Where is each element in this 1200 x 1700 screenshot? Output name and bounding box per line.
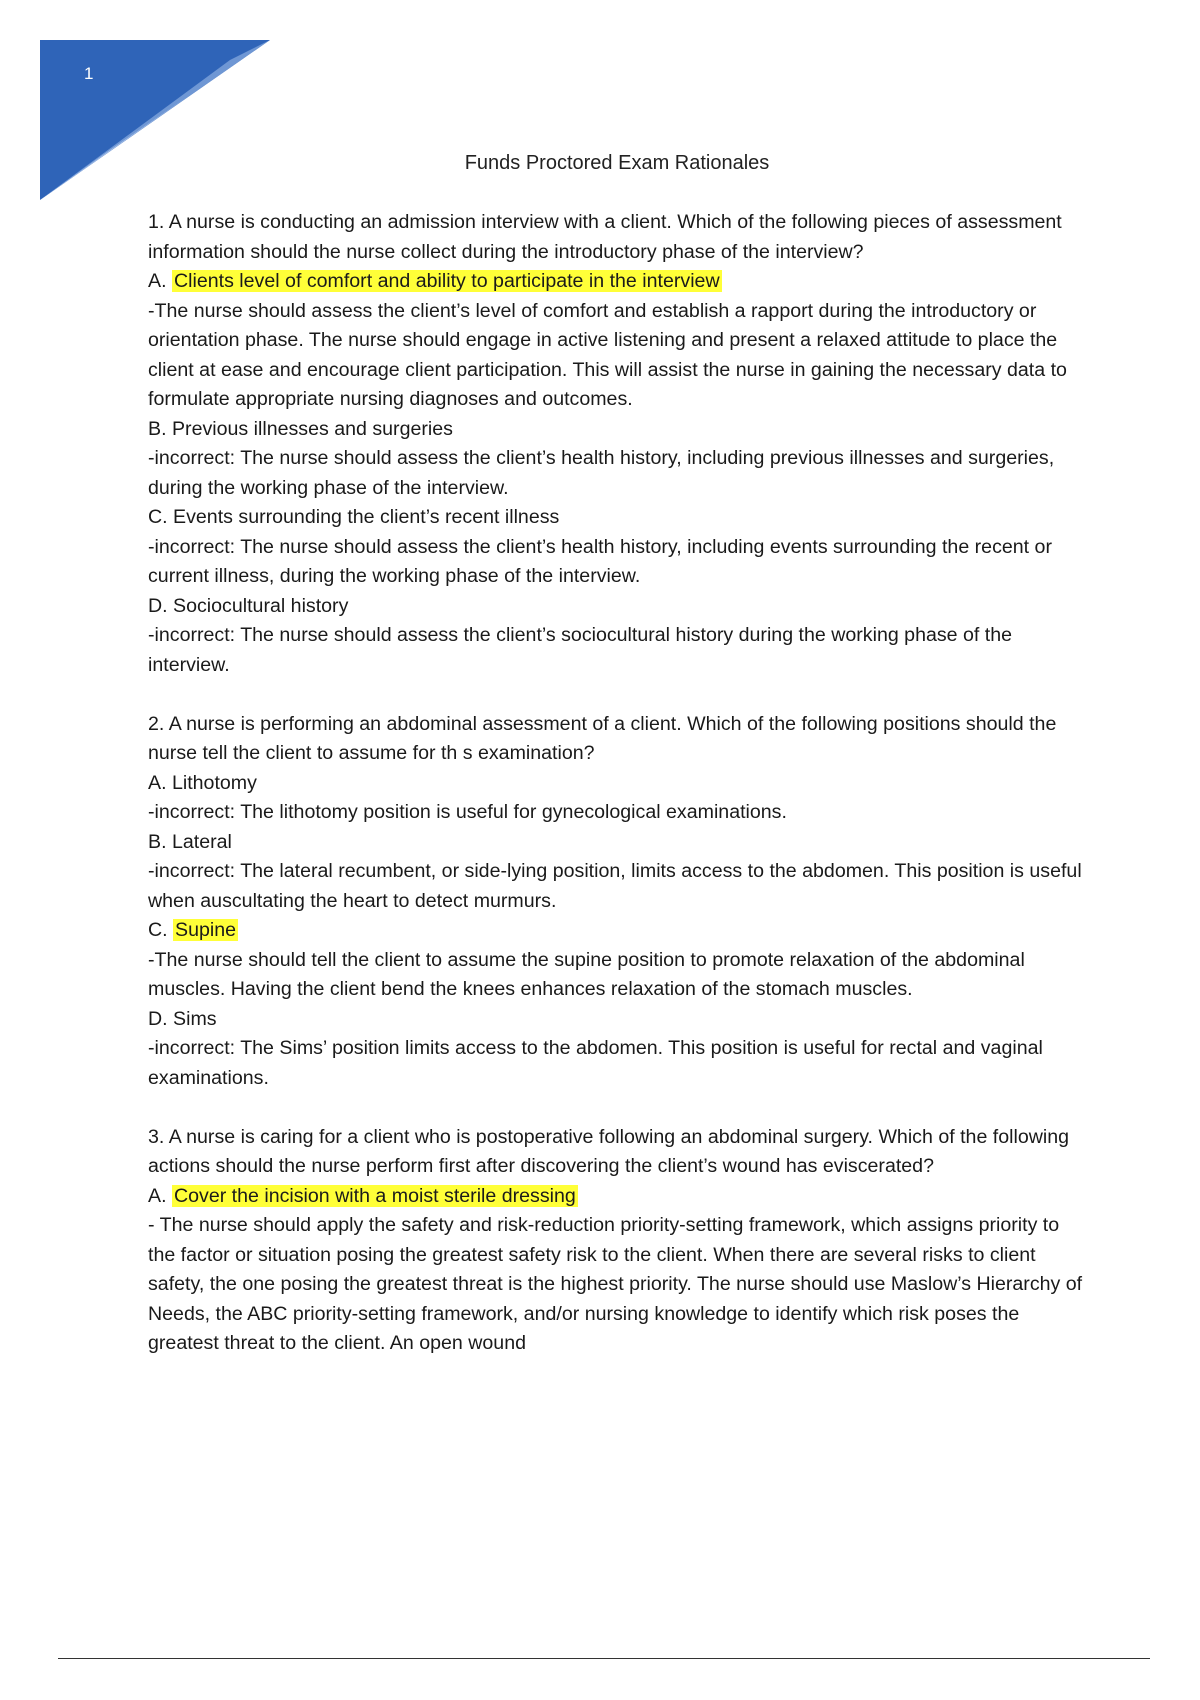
rationale: -The nurse should assess the client’s level of comfort and establish a rapport during the introductory or orientation phase. The nurse should engage in active listening and present a relaxed attitude to place the client at ease and encourage client participation. This will assist the nurse in gaining the necessary data to formulate appropriate nursing diagnoses and outcomes.: [148, 299, 1067, 410]
correct-answer-highlight: Cover the incision with a moist sterile dressing: [173, 1184, 576, 1207]
option-text: Sociocultural history: [173, 594, 349, 617]
rationale: -incorrect: The nurse should assess the client’s sociocultural history during the working phase of the interview.: [148, 624, 1013, 676]
option-c: [148, 916, 1088, 1005]
option-letter: A.: [148, 771, 167, 794]
option-a: [148, 769, 1088, 828]
option-letter: C.: [148, 506, 168, 528]
question-stem: 3. A nurse is caring for a client who is postoperative following an abdominal surgery. Which of the following actions should the nurse perform first after discovering the client’s wound has eviscerated?: [148, 1125, 1070, 1177]
option-text: Lithotomy: [171, 771, 257, 794]
option-letter: C.: [148, 919, 168, 941]
question-stem: 1. A nurse is conducting an admission interview with a client. Which of the following pieces of assessment information should the nurse collect during the introductory phase of the interview?: [148, 211, 1062, 263]
option-letter: B.: [148, 830, 167, 853]
correct-answer-highlight: Supine: [175, 919, 237, 941]
option-a: [148, 267, 1088, 415]
page-corner-decoration: [0, 0, 300, 220]
rationale: -incorrect: The nurse should assess the client’s health history, including previous illnesses and surgeries, during the working phase of the interview.: [148, 447, 1055, 499]
page-number: 1: [84, 64, 94, 83]
option-text: Events surrounding the client’s recent illness: [173, 506, 560, 528]
question-3: [148, 1123, 1088, 1359]
document-title: Funds Proctored Exam Rationales: [464, 152, 770, 174]
option-d: [148, 592, 1088, 681]
rationale: -The nurse should tell the client to assume the supine position to promote relaxation of the abdominal muscles. Having the client bend the knees enhances relaxation of the stomach muscles.: [148, 948, 1025, 1000]
rationale: -incorrect: The lithotomy position is useful for gynecological examinations.: [148, 801, 787, 823]
option-c: [148, 503, 1088, 592]
option-text: Lateral: [171, 830, 232, 853]
question-2: [148, 710, 1088, 1094]
option-text: Sims: [173, 1007, 217, 1030]
option-b: [148, 828, 1088, 917]
option-letter: A.: [148, 270, 167, 292]
option-text: Previous illnesses and surgeries: [171, 417, 453, 440]
rationale: - The nurse should apply the safety and risk-reduction priority-setting framework, which assigns priority to the factor or situation posing the greatest safety risk to the client. When there are several risks to client safety, the one posing the greatest threat is the highest priority. The nurse should use Maslow’s Hierarchy of Needs, the ABC priority-setting framework, and/or nursing knowledge to identify which risk poses the greatest threat to the client. An open wound: [148, 1214, 1083, 1354]
option-letter: D.: [148, 594, 168, 617]
rationale: -incorrect: The nurse should assess the client’s health history, including events surrounding the recent or current illness, during the working phase of the interview.: [148, 535, 1052, 587]
option-a: [148, 1182, 1088, 1359]
option-b: [148, 415, 1088, 504]
option-letter: D.: [148, 1007, 168, 1030]
correct-answer-highlight: Clients level of comfort and ability to participate in the interview: [173, 270, 720, 292]
rationale: -incorrect: The Sims’ position limits access to the abdomen. This position is useful for rectal and vaginal examinations.: [148, 1037, 1043, 1089]
question-list: [148, 208, 1088, 1388]
question-1: [148, 208, 1088, 680]
question-stem: 2. A nurse is performing an abdominal assessment of a client. Which of the following positions should the nurse tell the client to assume for th s examination?: [148, 712, 1057, 764]
option-letter: B.: [148, 417, 167, 440]
option-d: [148, 1005, 1088, 1094]
rationale: -incorrect: The lateral recumbent, or side-lying position, limits access to the abdomen. This position is useful when auscultating the heart to detect murmurs.: [148, 860, 1082, 912]
footer-divider: [58, 1658, 1150, 1659]
option-letter: A.: [148, 1184, 167, 1207]
